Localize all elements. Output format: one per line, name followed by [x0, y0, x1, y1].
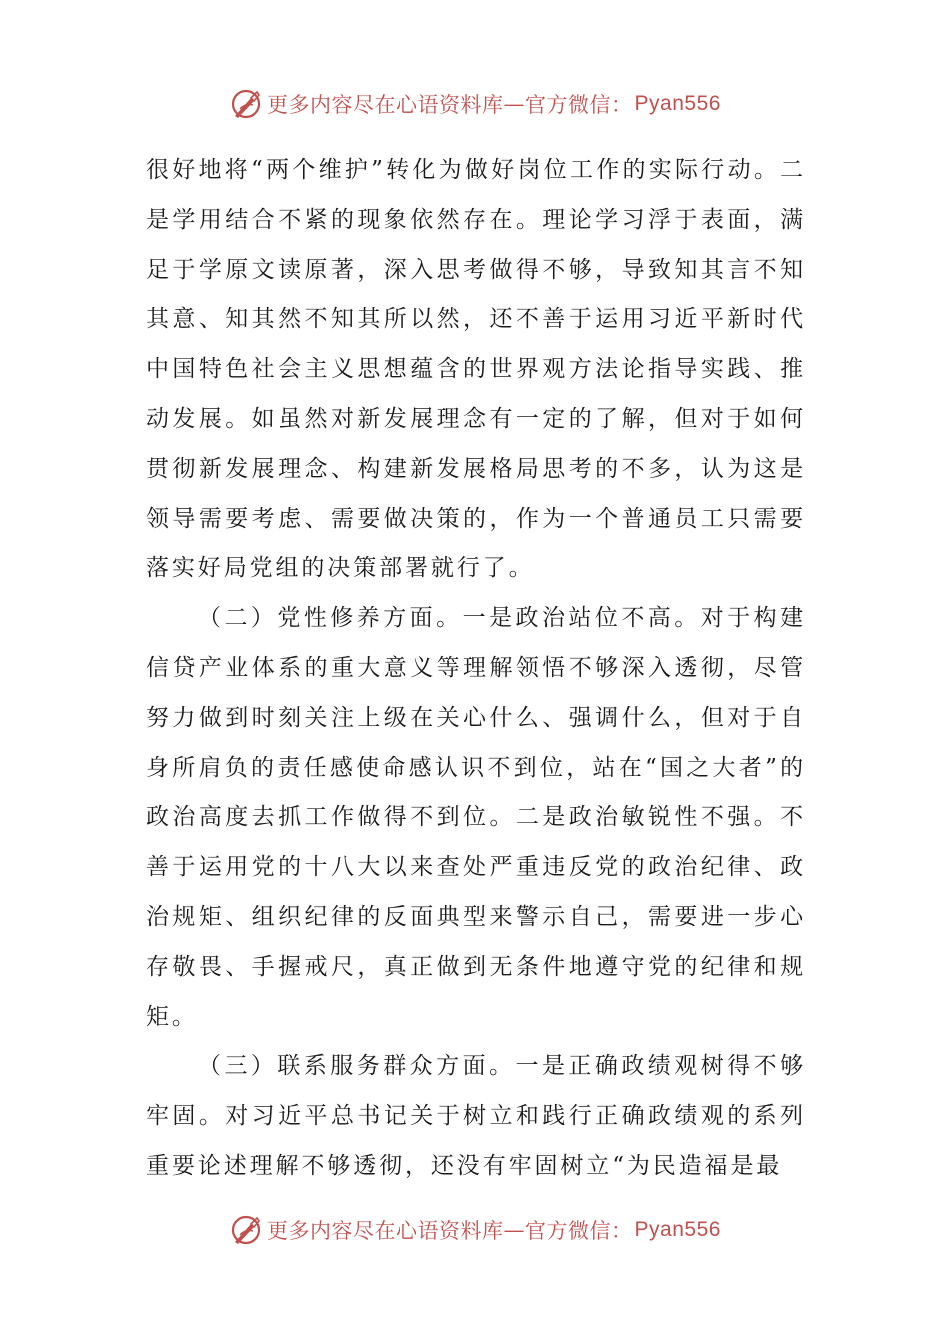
paragraph-continuation: 很好地将“两个维护”转化为做好岗位工作的实际行动。二是学用结合不紧的现象依然存在。理论学习浮于表面，满足于学原文读原著，深入思考做得不够，导致知其言不知其意、知其然不知其所以然，还不善于运用习近平新时代中国特色社会主义思想蕴含的世界观方法论指导实践、推动发展。如虽然对新发展理念有一定的了解，但对于如何贯彻新发展理念、构建新发展格局思考的不多，认为这是领导需要考虑、需要做决策的，作为一个普通员工只需要落实好局党组的决策部署就行了。: [146, 157, 806, 582]
document-body: [146, 146, 806, 1192]
banner-brand-text: 更多内容尽在心语资料库: [267, 1219, 504, 1243]
paragraph-serving-masses: （三）联系服务群众方面。一是正确政绩观树得不够牢固。对习近平总书记关于树立和践行正确政绩观的系列重要论述理解不够透彻，还没有牢固树立“为民造福是最: [146, 1053, 806, 1179]
header-watermark-banner: [0, 84, 950, 124]
pen-quill-logo-icon: [229, 87, 263, 121]
banner-wechat-label: 官方微信：: [525, 93, 633, 117]
banner-separator: —: [503, 92, 526, 116]
banner-wechat-id: Pyan556: [634, 92, 721, 115]
banner-separator: —: [503, 1218, 526, 1242]
banner-wechat-id: Pyan556: [634, 1218, 721, 1241]
pen-quill-logo-icon: [229, 1213, 263, 1247]
footer-watermark-banner: [0, 1210, 950, 1250]
banner-brand-text: 更多内容尽在心语资料库: [267, 93, 504, 117]
banner-wechat-label: 官方微信：: [525, 1219, 633, 1243]
paragraph-party-spirit: （二）党性修养方面。一是政治站位不高。对于构建信贷产业体系的重大意义等理解领悟不够深入透彻，尽管努力做到时刻关注上级在关心什么、强调什么，但对于自身所肩负的责任感使命感认识不到位，站在“国之大者”的政治高度去抓工作做得不到位。二是政治敏锐性不强。不善于运用党的十八大以来查处严重违反党的政治纪律、政治规矩、组织纪律的反面典型来警示自己，需要进一步心存敬畏、手握戒尺，真正做到无条件地遵守党的纪律和规矩。: [146, 605, 806, 1030]
